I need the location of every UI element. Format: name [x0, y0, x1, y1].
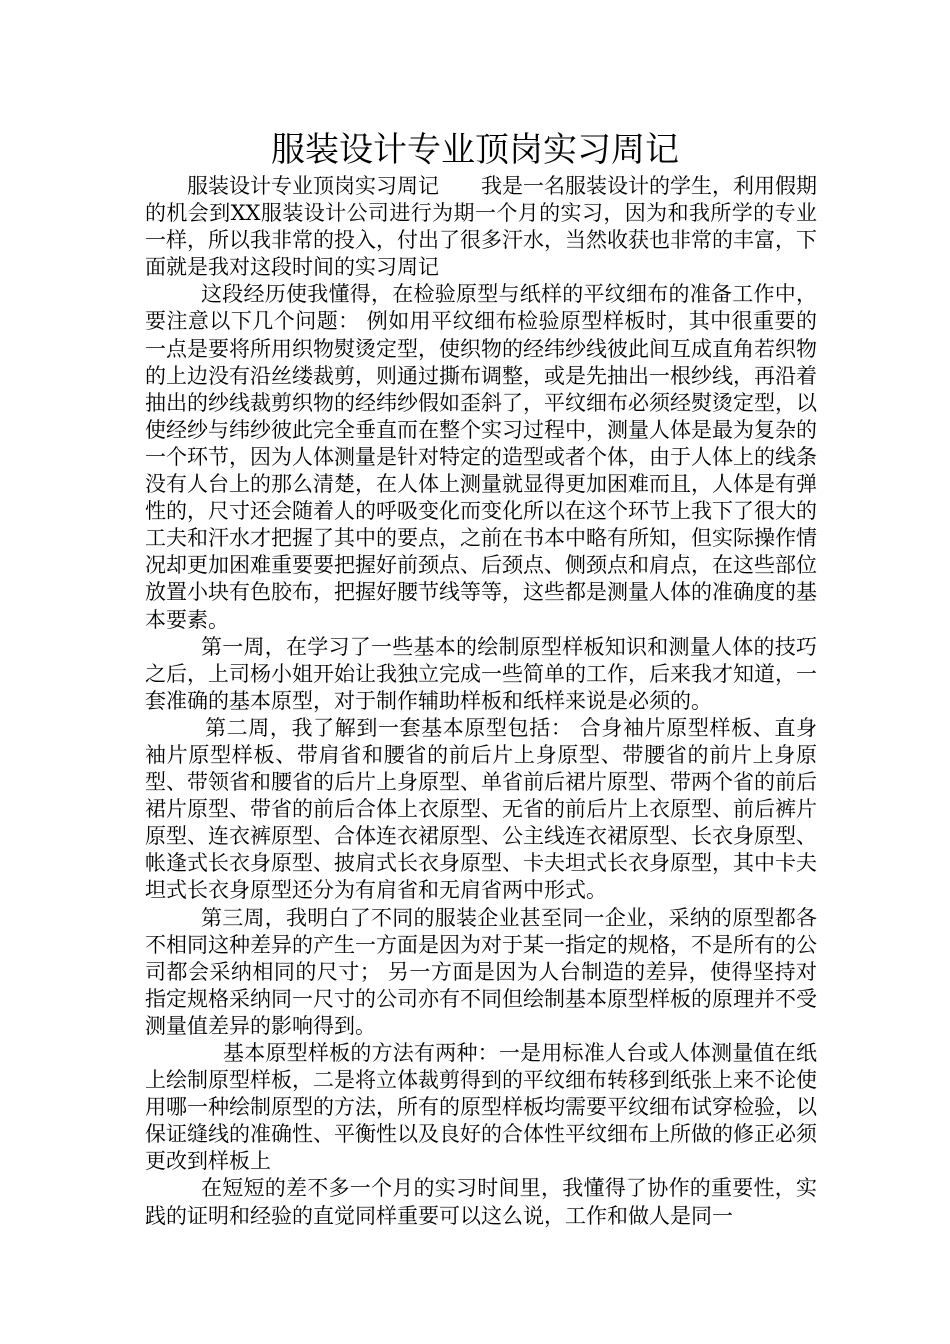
paragraph-week-two: 第二周，我了解到一套基本原型包括： 合身袖片原型样板、直身袖片原型样板、带肩省和腰省的前后片上身原型、带腰省的前片上身原型、带领省和腰省的后片上身原型、单省前后裙片原型、带两个省的前后裙片原型、带省的前后合体上衣原型、无省的前后片上衣原型、前后裤片原型、连衣裤原型、合体连衣裙原型、公主线连衣裙原型、长衣身原型、帐逢式长衣身原型、披肩式长衣身原型、卡夫坦式长衣身原型，其中卡夫坦式长衣身原型还分为有肩省和无肩省两中形式。	[145, 715, 817, 903]
paragraph-conclusion: 在短短的差不多一个月的实习时间里，我懂得了协作的重要性，实践的证明和经验的直觉同样重要可以这么说，工作和做人是同一	[145, 1176, 817, 1228]
paragraph-fabric-preparation: 这段经历使我懂得，在检验原型与纸样的平纹细布的准备工作中，要注意以下几个问题： 例如用平纹细布检验原型样板时，其中很重要的一点是要将所用织物熨烫定型，使织物的经纬纱线彼此间互成直角若织物的上边没有沿丝缕裁剪，则通过撕布调整，或是先抽出一根纱线，再沿着抽出的纱线裁剪织物的经纬纱假如歪斜了，平纹细布必须经熨烫定型，以使经纱与纬纱彼此完全垂直而在整个实习过程中，测量人体是最为复杂的一个环节，因为人体测量是针对特定的造型或者个体，由于人体上的线条没有人台上的那么清楚，在人体上测量就显得更加困难而且，人体是有弹性的，尺寸还会随着人的呼吸变化而变化所以在这个环节上我下了很大的工夫和汗水才把握了其中的要点，之前在书本中略有所知，但实际操作情况却更加困难重要要把握好前颈点、后颈点、侧颈点和肩点，在这些部位放置小块有色胶布，把握好腰节线等等，这些都是测量人体的准确度的基本要素。	[145, 282, 817, 632]
document-title: 服装设计专业顶岗实习周记	[271, 130, 679, 170]
document-body	[145, 173, 817, 1230]
paragraph-intro: 服装设计专业顶岗实习周记 我是一名服装设计的学生，利用假期的机会到XX服装设计公司进行为期一个月的实习，因为和我所学的专业一样，所以我非常的投入，付出了很多汗水，当然收获也非常的丰富，下面就是我对这段时间的实习周记	[145, 174, 817, 280]
paragraph-week-one: 第一周，在学习了一些基本的绘制原型样板知识和测量人体的技巧之后，上司杨小姐开始让我独立完成一些简单的工作，后来我才知道，一套准确的基本原型，对于制作辅助样板和纸样来说是必须的。	[145, 634, 817, 713]
paragraph-week-three: 第三周，我明白了不同的服装企业甚至同一企业，采纳的原型都各不相同这种差异的产生一方面是因为对于某一指定的规格，不是所有的公司都会采纳相同的尺寸； 另一方面是因为人台制造的差异，使得坚持对指定规格采纳同一尺寸的公司亦有不同但绘制基本原型样板的原理并不受测量值差异的影响得到。	[145, 905, 817, 1038]
paragraph-pattern-methods: 基本原型样板的方法有两种：一是用标准人台或人体测量值在纸上绘制原型样板，二是将立体裁剪得到的平纹细布转移到纸张上来不论使用哪一种绘制原型的方法，所有的原型样板均需要平纹细布试穿检验，以保证缝线的准确性、平衡性以及良好的合体性平纹细布上所做的修正必须更改到样板上	[145, 1041, 817, 1174]
